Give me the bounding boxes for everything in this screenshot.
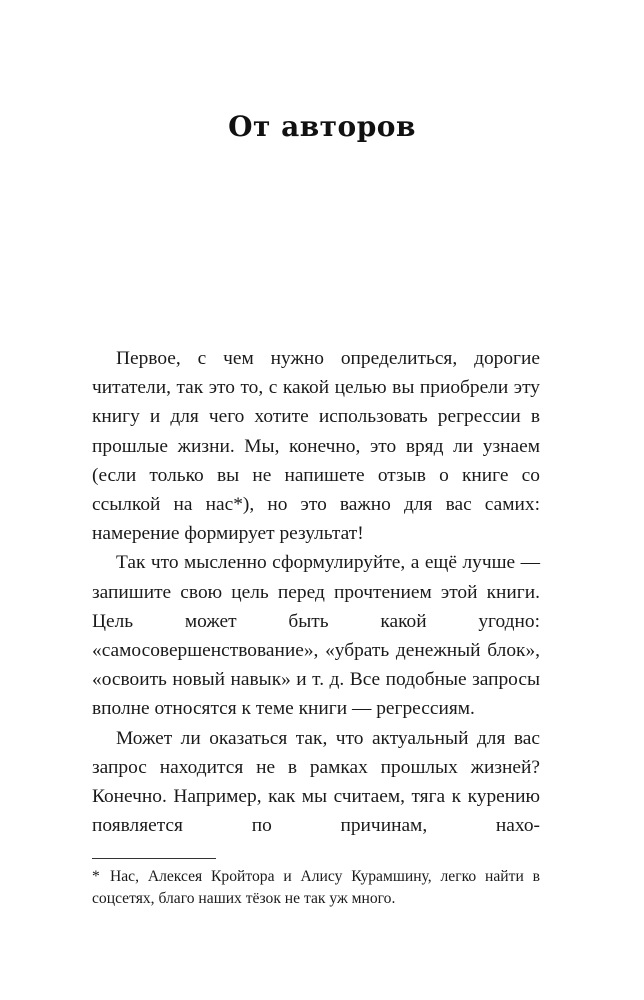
footnote — [92, 866, 540, 910]
footnote-marker: * — [92, 868, 100, 885]
paragraph-3: Может ли оказаться так, что актуальный для вас запрос находится не в рамках прошлых жизней? Конечно. Например, как мы считаем, тяга к курению появляется по причинам, нахо- — [92, 727, 540, 837]
footnote-divider — [92, 858, 216, 859]
body-text — [92, 344, 540, 840]
chapter-title: От авторов — [228, 110, 416, 143]
paragraph-2: Так что мысленно сформулируйте, а ещё лучше — запишите свою цель перед прочтением этой книги. Цель может быть какой угодно: «самосовершенствование», «убрать денежный блок», «освоить новый навык» и т. д. Все подобные запросы вполне относятся к теме книги — регрессиям. — [92, 552, 540, 720]
footnote-text: Нас, Алексея Кройтора и Алису Курамшину, легко найти в соцсетях, благо наших тёзок не так уж много. — [92, 868, 540, 907]
paragraph-1: Первое, с чем нужно определиться, дорогие читатели, так это то, с какой целью вы приобрели эту книгу и для чего хотите использовать регрессии в прошлые жизни. Мы, конечно, это вряд ли узнаем (если только вы не напишете отзыв о книге со ссылкой на нас*), но это важно для вас самих: намерение формирует результат! — [92, 348, 540, 545]
